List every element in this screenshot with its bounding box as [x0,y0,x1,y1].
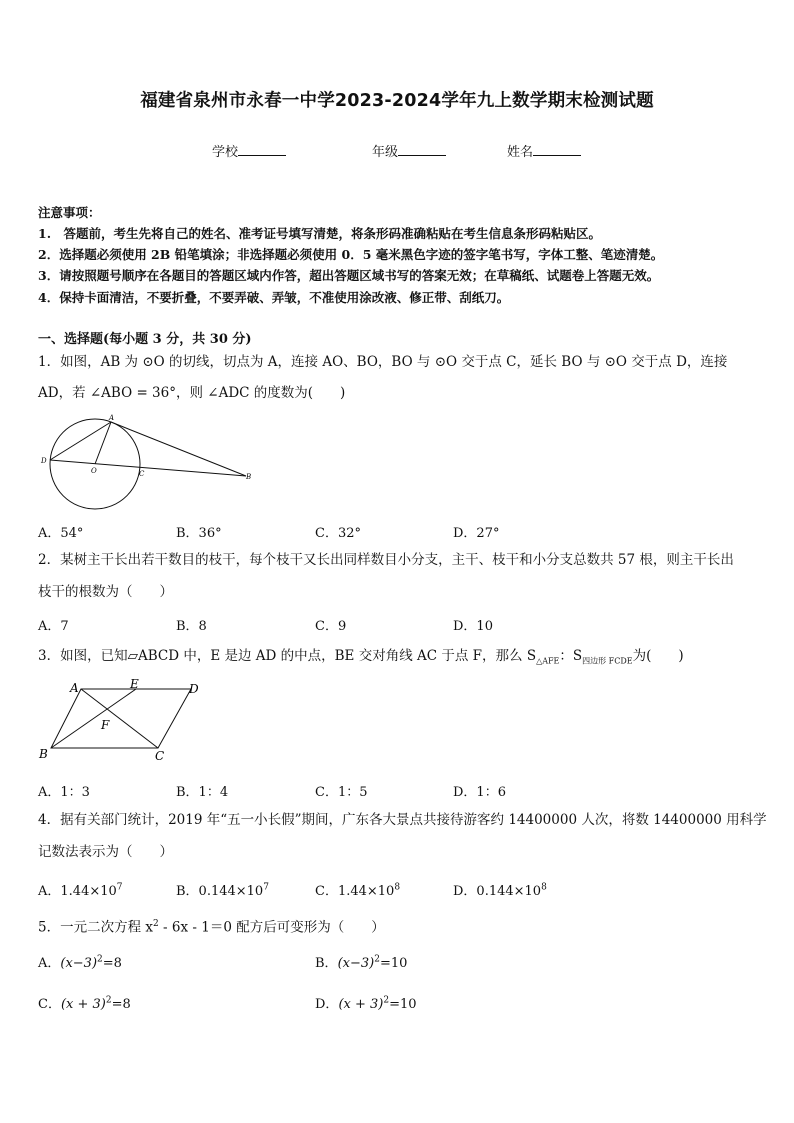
question-4-line-2: 记数法表示为（ ） [38,844,173,860]
question-2-line-1: 2．某树主干长出若干数目的枝干，每个枝干又长出同样数目小分支，主干、枝干和小分支总数共 57 根，则主干长出 [38,552,734,568]
question-2-option-b: B．8 [176,619,207,634]
question-1-option-b: B．36° [176,526,222,541]
label-d: D [41,457,47,465]
label-b: B [39,747,48,761]
question-5-line-1 [38,914,385,938]
segment-ao [95,422,111,464]
option-exponent: 7 [116,882,123,893]
grade-label: 年级 [372,145,399,160]
question-2-line-2: 枝干的根数为（ ） [38,584,173,600]
option-letter: A． [38,956,61,971]
option-rhs: =10 [389,997,417,1012]
option-exponent: 8 [541,882,547,893]
question-5-option-c [38,993,131,1012]
option-exponent: 2 [374,954,380,965]
notes-heading: 注意事项： [38,205,101,220]
grade-blank [398,143,446,156]
option-rhs: =10 [379,956,408,971]
question-3-option-b: B．1：4 [176,785,229,800]
question-2-option-c: C．9 [315,619,347,634]
note-item: 3．请按照题号顺序在各题目的答题区域内作答，超出答题区域书写的答案无效；在草稿纸、试题卷上答题无效。 [38,268,660,283]
option-expression: (x−3) [337,956,375,971]
label-b: B [246,473,252,481]
question-3-text-end: 为( ) [632,648,684,664]
question-1-option-d: D．27° [453,526,500,541]
label-e: E [130,678,139,691]
option-letter: B． [315,956,338,971]
question-4-option-d [453,880,547,899]
question-5-text-start: 5．一元二次方程 x [38,919,153,936]
section-heading: 一、选择题(每小题 3 分，共 30 分) [38,332,252,347]
name-field [507,141,581,160]
question-5-option-d [315,993,417,1012]
question-2-option-d: D．10 [453,619,493,634]
note-item: 4．保持卡面清洁，不要折叠，不要弄破、弄皱，不准使用涂改液、修正带、刮纸刀。 [38,290,510,305]
question-1-option-a: A．54° [38,526,84,541]
question-3-line-1 [38,646,684,672]
question-1-option-c: C．32° [315,526,361,541]
area-subscript-fcde: 四边形 FCDE [582,656,633,666]
segment-ab [111,422,246,476]
option-text: B．0.144×10 [176,884,264,899]
square-exponent: 2 [153,919,159,929]
question-2-option-a: A．7 [38,619,69,634]
name-label: 姓名 [507,145,534,160]
segment-db [50,460,246,476]
page-title: 福建省泉州市永春一中学2023-2024学年九上数学期末检测试题 [140,91,654,111]
segment-ad [50,422,111,460]
option-exponent: 2 [97,954,103,965]
name-blank [533,143,581,156]
question-3-option-d: D．1：6 [453,785,506,800]
question-3-option-c: C．1：5 [315,785,368,800]
school-field [212,141,286,160]
question-3-figure [36,678,216,768]
option-exponent: 7 [263,882,269,893]
question-1-figure [36,412,256,512]
question-4-line-1: 4．据有关部门统计，2019 年“五一小长假”期间，广东各大景点共接待游客约 14400000 人次，将数 14400000 用科学 [38,812,767,828]
school-blank [238,143,286,156]
question-3-colon: ：S [559,648,583,664]
note-item: 2．选择题必须使用 2B 铅笔填涂；非选择题必须使用 0．5 毫米黑色字迹的签字笔书写，字体工整、笔迹清楚。 [38,247,664,262]
option-expression: (x + 3) [338,997,384,1012]
option-letter: D． [315,997,339,1012]
segment-be [51,689,136,748]
question-5-option-a [38,952,122,971]
label-c: C [139,470,145,478]
label-c: C [155,749,165,763]
option-expression: (x + 3) [60,997,106,1012]
grade-field [372,141,446,160]
question-1-line-1: 1．如图，AB 为 ⊙O 的切线，切点为 A，连接 AO、BO，BO 与 ⊙O 交于点 C，延长 BO 与 ⊙O 交于点 D，连接 [38,354,728,370]
option-exponent: 2 [105,995,112,1006]
question-4-option-c [315,880,400,899]
label-a: A [70,681,79,695]
label-f: F [101,718,110,732]
question-3-option-a: A．1：3 [38,785,90,800]
label-a: A [109,414,115,422]
question-4-option-a [38,880,123,899]
question-1-line-2: AD，若 ∠ABO = 36°，则 ∠ADC 的度数为( ) [38,385,346,401]
option-letter: C． [38,997,61,1012]
option-exponent: 2 [383,995,390,1006]
option-rhs: =8 [102,956,122,971]
question-5-option-b [315,952,407,971]
question-5-text-end: - 6x - 1＝0 配方后可变形为（ ） [158,919,385,936]
question-4-option-b [176,880,269,899]
diagonal-ac [81,689,158,748]
option-exponent: 8 [394,882,401,893]
area-subscript-afe: △AFE [536,656,560,666]
option-expression: (x−3) [60,956,98,971]
option-text: D．0.144×10 [453,884,542,899]
option-rhs: =8 [111,997,131,1012]
label-d: D [189,682,199,696]
option-text: C．1.44×10 [315,884,395,899]
option-text: A．1.44×10 [38,884,117,899]
parallelogram-abcd [51,689,191,748]
school-label: 学校 [212,145,239,160]
question-3-text-start: 3．如图，已知▱ABCD 中，E 是边 AD 的中点，BE 交对角线 AC 于点 F，那么 S [38,648,537,664]
note-item: 1. 答题前，考生先将自己的姓名、准考证号填写清楚，将条形码准确粘贴在考生信息条形码粘贴区。 [38,226,602,241]
label-o: O [91,467,97,475]
